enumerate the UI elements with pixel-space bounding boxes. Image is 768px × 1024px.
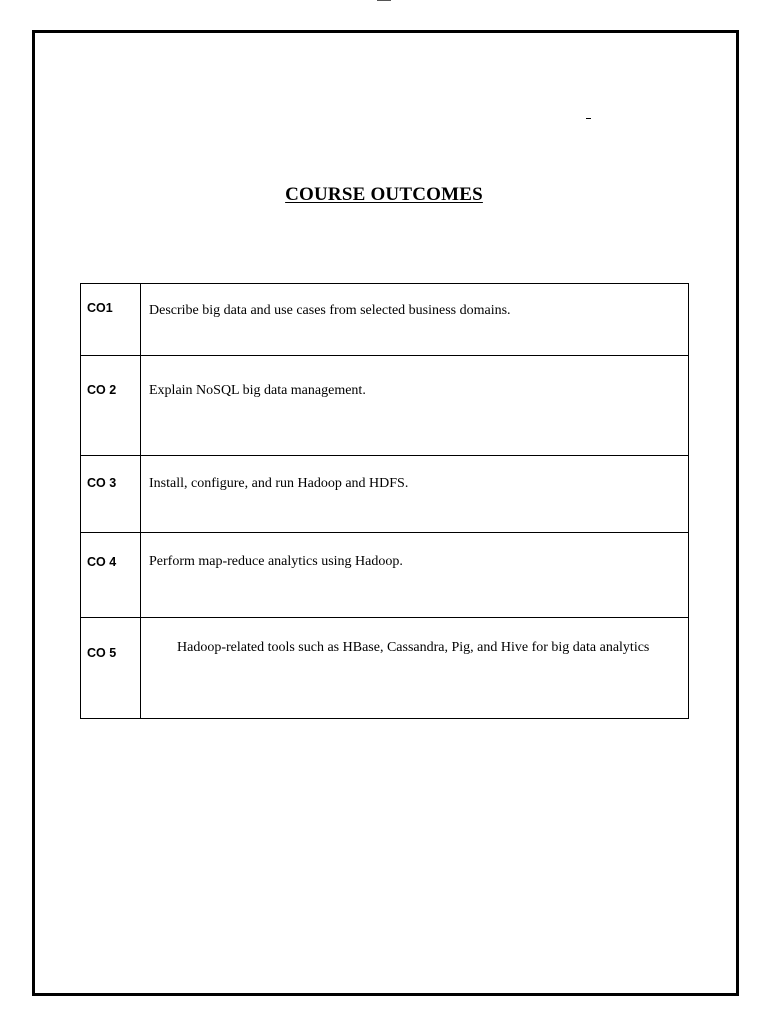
table-row: [81, 456, 689, 533]
outcome-description: Describe big data and use cases from selected business domains.: [141, 284, 689, 356]
table-row: [81, 284, 689, 356]
outcome-code: CO1: [81, 284, 141, 356]
top-mark: [377, 0, 391, 1]
outcome-code: CO 2: [81, 356, 141, 456]
course-outcomes-table: [80, 283, 689, 719]
outcome-code: CO 4: [81, 533, 141, 618]
outcome-description: Install, configure, and run Hadoop and HDFS.: [141, 456, 689, 533]
table-row: [81, 356, 689, 456]
outcome-code: CO 5: [81, 618, 141, 719]
outcome-code: CO 3: [81, 456, 141, 533]
stray-dash-mark: [586, 118, 591, 119]
table-row: [81, 533, 689, 618]
outcome-description: Hadoop-related tools such as HBase, Cassandra, Pig, and Hive for big data analytics: [141, 618, 689, 719]
outcome-description: Perform map-reduce analytics using Hadoop.: [141, 533, 689, 618]
outcome-description: Explain NoSQL big data management.: [141, 356, 689, 456]
table-row: [81, 618, 689, 719]
page-title: COURSE OUTCOMES: [285, 184, 483, 205]
